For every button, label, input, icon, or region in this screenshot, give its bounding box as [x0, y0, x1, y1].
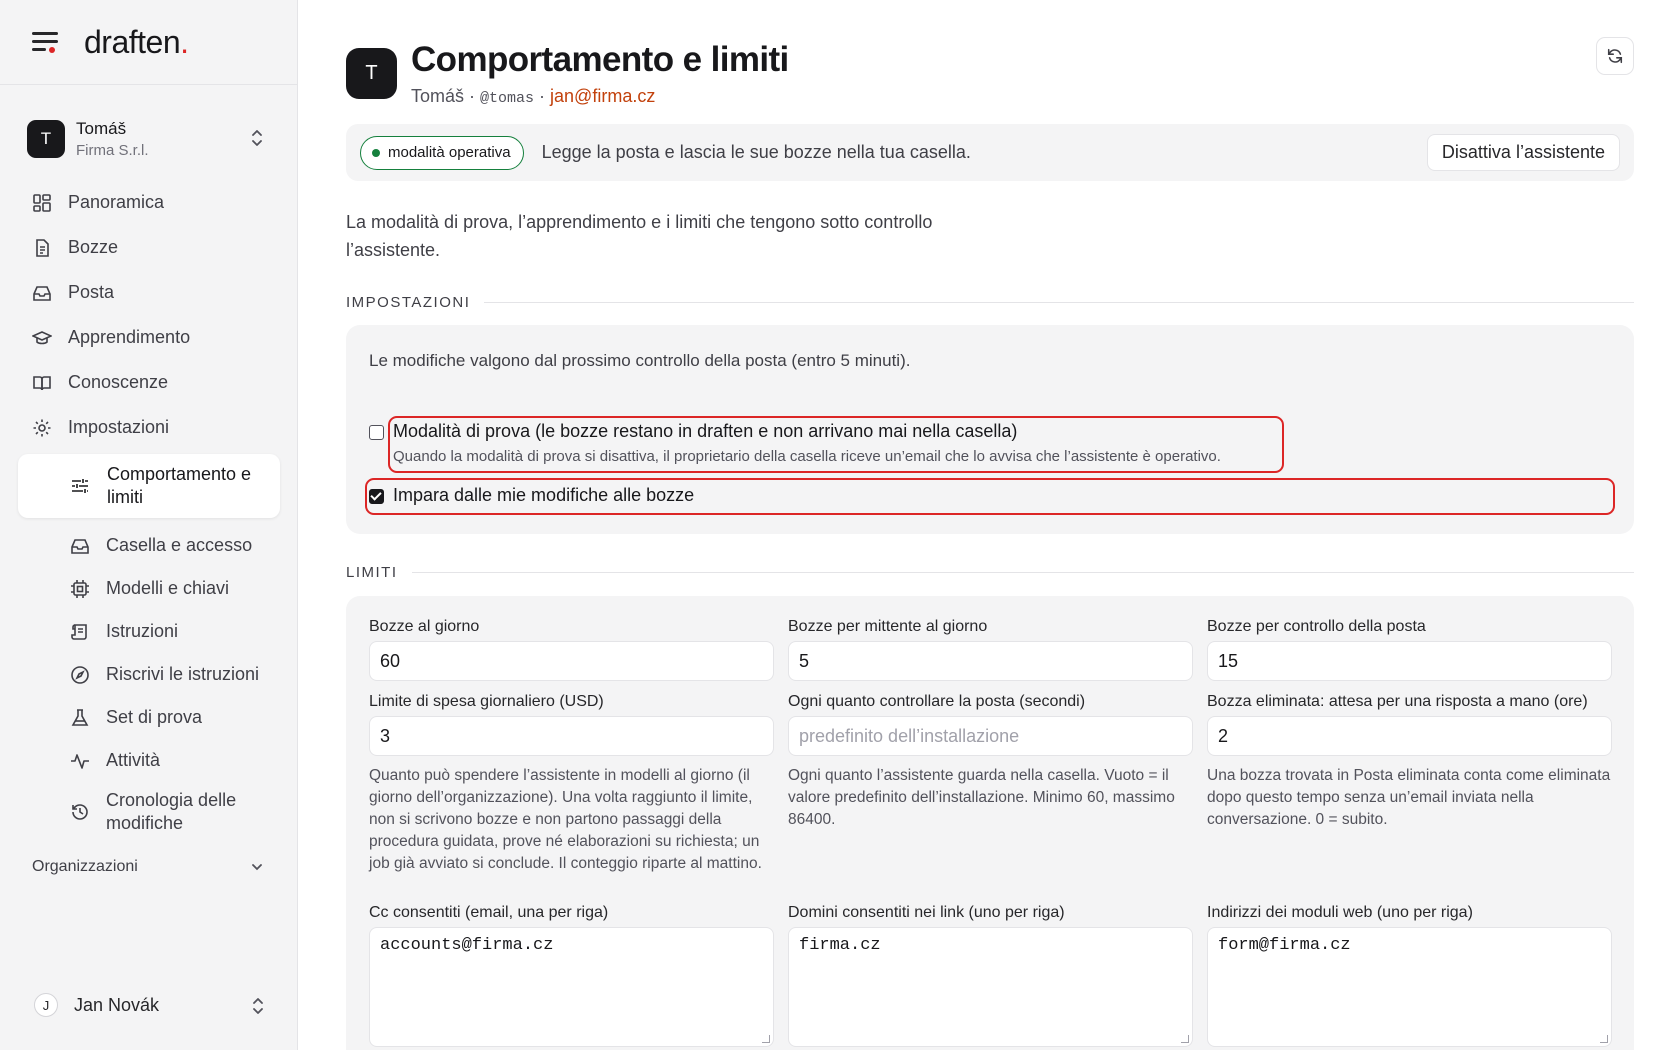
- nav-label: Cronologia delle modifiche: [106, 790, 237, 833]
- sidebar-item-attivita[interactable]: [18, 739, 280, 782]
- chevron-down-icon: [250, 860, 264, 874]
- status-dot: [372, 149, 380, 157]
- sidebar-item-riscrivi[interactable]: [18, 653, 280, 696]
- scroll-icon: [70, 622, 90, 642]
- sidebar-item-casella[interactable]: [18, 524, 280, 567]
- nav-item-panoramica[interactable]: [18, 180, 280, 225]
- organizations-label: Organizzazioni: [32, 858, 138, 875]
- document-icon: [32, 238, 52, 258]
- nav-label: Apprendimento: [68, 327, 191, 347]
- nav-item-conoscenze[interactable]: [18, 360, 280, 405]
- nav-label: Bozze: [68, 237, 119, 257]
- mailbox-name: Tomáš: [411, 86, 465, 106]
- sidebar-item-set-prova[interactable]: [18, 696, 280, 739]
- sidebar-item-istruzioni[interactable]: [18, 610, 280, 653]
- allowed-cc-textarea[interactable]: accounts@firma.cz: [369, 927, 774, 1047]
- sliders-icon: [70, 476, 90, 496]
- account-switcher[interactable]: [27, 115, 273, 163]
- deleted-wait-input[interactable]: 2: [1207, 716, 1612, 756]
- field-help: Una bozza trovata in Posta eliminata conta come eliminata dopo questo tempo senza un’email inviata nella conversazione. 0 = subito.: [1207, 767, 1611, 828]
- page-meta: Tomáš · @tomas · jan@firma.cz: [411, 86, 656, 107]
- nav-label: Comportamento e limiti: [107, 464, 252, 507]
- sidebar-item-comportamento-limiti[interactable]: [18, 454, 280, 518]
- refresh-button[interactable]: [1596, 37, 1634, 75]
- field-help: Ogni quanto l’assistente guarda nella casella. Vuoto = il valore predefinito dell’installazione. Minimo 60, massimo 86400.: [788, 767, 1175, 828]
- book-icon: [32, 373, 52, 393]
- drafts-per-check-field: [1207, 618, 1612, 681]
- chevron-updown-icon: [249, 127, 265, 149]
- page-header: [346, 40, 789, 107]
- gear-icon: [32, 418, 52, 438]
- page-intro: La modalità di prova, l’apprendimento e i limiti che tengono sotto controllo l’assistente.: [346, 212, 933, 260]
- form-addresses-textarea[interactable]: form@firma.cz: [1207, 927, 1612, 1047]
- organizations-toggle[interactable]: [32, 858, 264, 876]
- allowed-domains-textarea[interactable]: firma.cz: [788, 927, 1193, 1047]
- resize-handle[interactable]: [1181, 1035, 1189, 1043]
- user-name: Jan Novák: [74, 994, 160, 1015]
- sidebar: [0, 0, 298, 1050]
- nav-label: Attività: [106, 750, 161, 770]
- drafts-per-day-field: [369, 618, 774, 681]
- field-label: Limite di spesa giornaliero (USD): [369, 693, 604, 710]
- deleted-wait-field: [1207, 693, 1612, 875]
- nav-label: Casella e accesso: [106, 535, 253, 555]
- field-label: Domini consentiti nei link (uno per riga): [788, 904, 1065, 921]
- limits-row-1: [369, 618, 1611, 681]
- field-label: Bozze al giorno: [369, 618, 480, 635]
- assistant-status-bar: [346, 124, 1634, 181]
- sidebar-item-modelli[interactable]: [18, 567, 280, 610]
- settings-panel: [346, 325, 1634, 534]
- nav-label: Set di prova: [106, 707, 203, 727]
- mailbox-handle: @tomas: [480, 90, 535, 107]
- inbox-icon: [70, 536, 90, 556]
- nav-item-impostazioni[interactable]: [18, 405, 280, 450]
- nav-item-posta[interactable]: [18, 270, 280, 315]
- menu-icon[interactable]: [32, 31, 60, 53]
- drafts-per-day-input[interactable]: 60: [369, 641, 774, 681]
- limits-section-heading: LIMITI: [346, 564, 1634, 581]
- trial-mode-label[interactable]: Modalità di prova (le bozze restano in draften e non arrivano mai nella casella): [393, 421, 1018, 441]
- settings-section-heading: IMPOSTAZIONI: [346, 294, 1634, 311]
- nav-label: Modelli e chiavi: [106, 578, 230, 598]
- trial-mode-checkbox[interactable]: [369, 425, 384, 440]
- nav-label: Istruzioni: [106, 621, 179, 641]
- account-org: Firma S.r.l.: [76, 142, 149, 159]
- main-nav: [18, 180, 280, 842]
- status-badge: modalità operativa: [360, 136, 524, 170]
- graduation-cap-icon: [32, 328, 52, 348]
- nav-label: Riscrivi le istruzioni: [106, 664, 260, 684]
- field-help: Quanto può spendere l’assistente in modelli al giorno (il giorno dell’organizzazione). Una volta raggiunto il limite, non si scrivono bozze e non partono passaggi della procedura guidata, prove né elaborazioni su richiesta; un job già avviato si conclude. Il conteggio riparte al mattino.: [369, 767, 762, 872]
- drafts-per-sender-input[interactable]: 5: [788, 641, 1193, 681]
- status-description: Legge la posta e lascia le sue bozze nella tua casella.: [541, 142, 971, 162]
- nav-item-apprendimento[interactable]: [18, 315, 280, 360]
- activity-icon: [70, 751, 90, 771]
- nav-item-bozze[interactable]: [18, 225, 280, 270]
- brand-logo[interactable]: draften.: [84, 23, 189, 60]
- flask-icon: [70, 708, 90, 728]
- form-addresses-field: [1207, 904, 1612, 1047]
- mailbox-avatar: T: [346, 48, 397, 99]
- nav-label: Conoscenze: [68, 372, 169, 392]
- spend-limit-field: [369, 693, 774, 875]
- allowed-domains-field: [788, 904, 1193, 1047]
- field-label: Bozze per controllo della posta: [1207, 618, 1426, 635]
- refresh-icon: [1606, 47, 1624, 65]
- drafts-per-check-input[interactable]: 15: [1207, 641, 1612, 681]
- account-avatar: T: [27, 120, 65, 158]
- history-icon: [70, 802, 90, 822]
- settings-note: Le modifiche valgono dal prossimo controllo della posta (entro 5 minuti).: [369, 351, 911, 370]
- limits-row-2: [369, 693, 1611, 875]
- user-avatar: J: [34, 993, 58, 1017]
- learn-label[interactable]: Impara dalle mie modifiche alle bozze: [393, 485, 695, 505]
- highlight-box: [365, 478, 1615, 515]
- cpu-icon: [70, 579, 90, 599]
- main-content: [346, 0, 1634, 1050]
- highlight-box: [388, 416, 1284, 473]
- resize-handle[interactable]: [1600, 1035, 1608, 1043]
- trial-mode-help: Quando la modalità di prova si disattiva, il proprietario della casella riceve un’email che lo avvisa che l’assistente è operativo.: [393, 448, 1221, 465]
- user-menu[interactable]: [34, 993, 266, 1017]
- deactivate-assistant-button[interactable]: Disattiva l’assistente: [1427, 134, 1620, 171]
- allowed-cc-field: [369, 904, 774, 1047]
- dashboard-icon: [32, 193, 52, 213]
- nav-label: Panoramica: [68, 192, 165, 212]
- sidebar-item-cronologia[interactable]: [18, 782, 280, 842]
- field-label: Cc consentiti (email, una per riga): [369, 904, 609, 921]
- mailbox-email[interactable]: jan@firma.cz: [550, 86, 656, 106]
- account-name: Tomáš: [76, 119, 127, 138]
- nav-label: Impostazioni: [68, 417, 170, 437]
- field-label: Bozza eliminata: attesa per una risposta a mano (ore): [1207, 693, 1588, 710]
- nav-label: Posta: [68, 282, 115, 302]
- poll-interval-input[interactable]: predefinito dell’installazione: [788, 716, 1193, 756]
- field-label: Indirizzi dei moduli web (uno per riga): [1207, 904, 1473, 921]
- limits-row-3: [369, 904, 1611, 1047]
- page-title: Comportamento e limiti: [411, 40, 789, 79]
- inbox-icon: [32, 283, 52, 303]
- brand-bar: [0, 0, 297, 85]
- settings-subnav: [18, 454, 280, 842]
- chevron-updown-icon: [250, 995, 266, 1017]
- resize-handle[interactable]: [762, 1035, 770, 1043]
- limits-panel: [346, 596, 1634, 1050]
- field-label: Ogni quanto controllare la posta (secondi): [788, 693, 1086, 710]
- spend-limit-input[interactable]: 3: [369, 716, 774, 756]
- poll-interval-field: [788, 693, 1193, 875]
- compass-icon: [70, 665, 90, 685]
- field-label: Bozze per mittente al giorno: [788, 618, 988, 635]
- drafts-per-sender-field: [788, 618, 1193, 681]
